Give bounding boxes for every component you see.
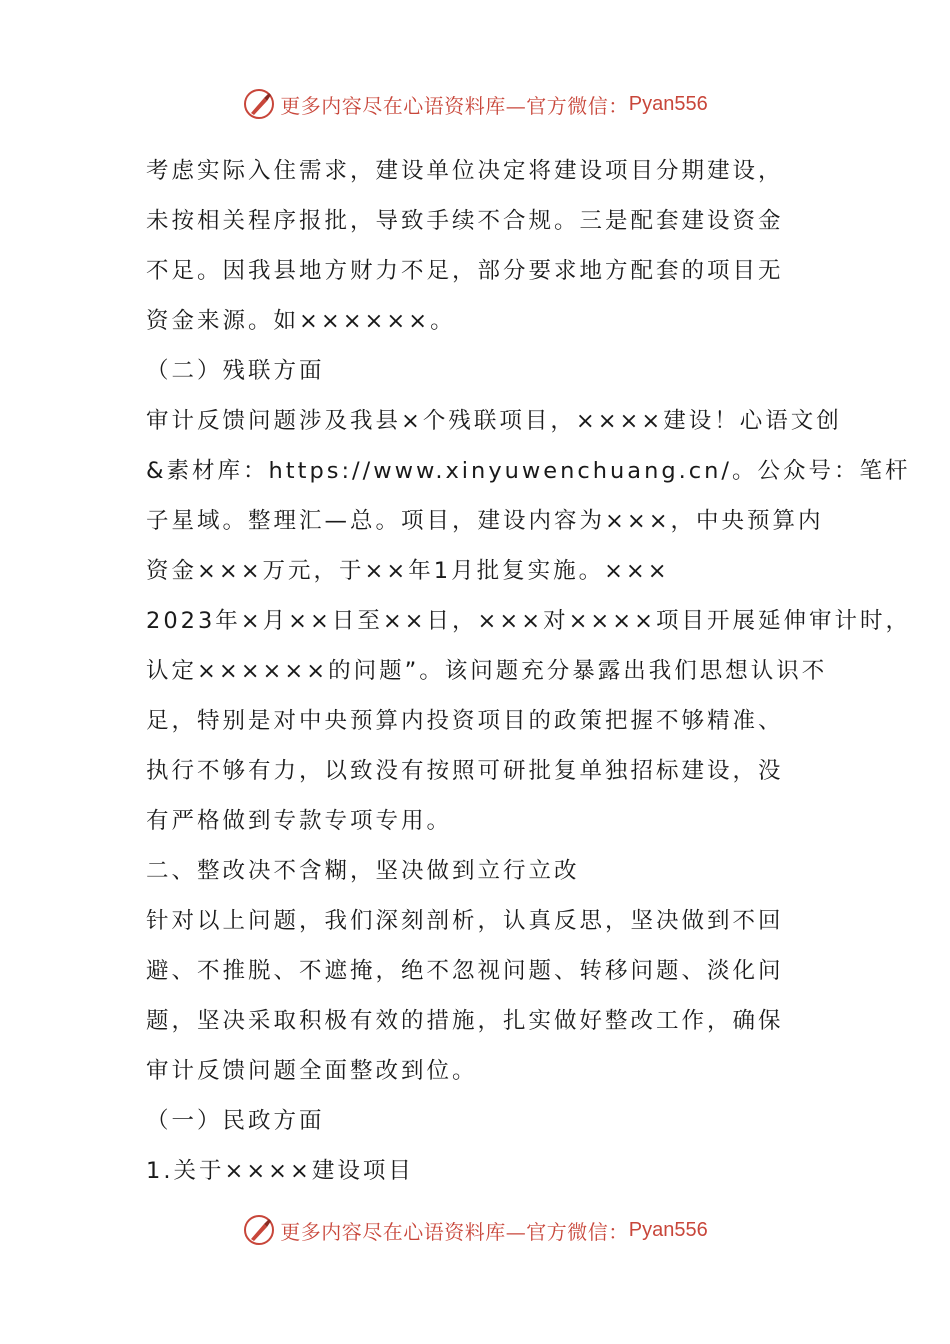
text-line: 审计反馈问题涉及我县×个残联项目，××××建设！心语文创 xyxy=(146,408,842,434)
banner-text: 更多内容尽在心语资料库—官方微信： xyxy=(280,1219,629,1244)
text-line: 1.关于××××建设项目 xyxy=(146,1158,414,1184)
document-body xyxy=(146,146,911,1196)
banner-wechat-id: Pyan556 xyxy=(628,92,708,115)
text-line: 审计反馈问题全面整改到位。 xyxy=(146,1058,478,1084)
text-line: 未按相关程序报批，导致手续不合规。三是配套建设资金 xyxy=(146,208,784,234)
banner-text: 更多内容尽在心语资料库—官方微信： xyxy=(280,93,629,118)
text-line: 不足。因我县地方财力不足，部分要求地方配套的项目无 xyxy=(146,258,784,284)
pen-nib-logo-icon xyxy=(242,1213,276,1247)
text-line: 避、不推脱、不遮掩，绝不忽视问题、转移问题、淡化问 xyxy=(146,958,784,984)
text-line: 子星域。整理汇—总。项目，建设内容为×××，中央预算内 xyxy=(146,508,824,534)
footer-banner xyxy=(0,1210,950,1250)
text-line: 执行不够有力，以致没有按照可研批复单独招标建设，没 xyxy=(146,758,784,784)
text-line: 考虑实际入住需求，建设单位决定将建设项目分期建设， xyxy=(146,158,784,184)
text-line: 足，特别是对中央预算内投资项目的政策把握不够精准、 xyxy=(146,708,784,734)
text-line: 有严格做到专款专项专用。 xyxy=(146,808,453,834)
text-line: 2023年×月××日至××日，×××对××××项目开展延伸审计时， xyxy=(146,608,911,634)
section-heading: （一）民政方面 xyxy=(146,1108,325,1134)
pen-nib-logo-icon xyxy=(242,87,276,121)
section-heading: （二）残联方面 xyxy=(146,358,325,384)
text-line: &素材库：https://www.xinyuwenchuang.cn/。公众号：笔杆 xyxy=(146,458,911,484)
text-line: 题，坚决采取积极有效的措施，扎实做好整改工作，确保 xyxy=(146,1008,784,1034)
text-line: 认定××××××的问题”。该问题充分暴露出我们思想认识不 xyxy=(146,658,828,684)
text-line: 资金来源。如××××××。 xyxy=(146,308,456,334)
banner-wechat-id: Pyan556 xyxy=(628,1218,708,1241)
text-line: 资金×××万元，于××年1月批复实施。××× xyxy=(146,558,670,584)
section-heading: 二、整改决不含糊，坚决做到立行立改 xyxy=(146,858,580,884)
header-banner xyxy=(0,84,950,124)
text-line: 针对以上问题，我们深刻剖析，认真反思，坚决做到不回 xyxy=(146,908,784,934)
